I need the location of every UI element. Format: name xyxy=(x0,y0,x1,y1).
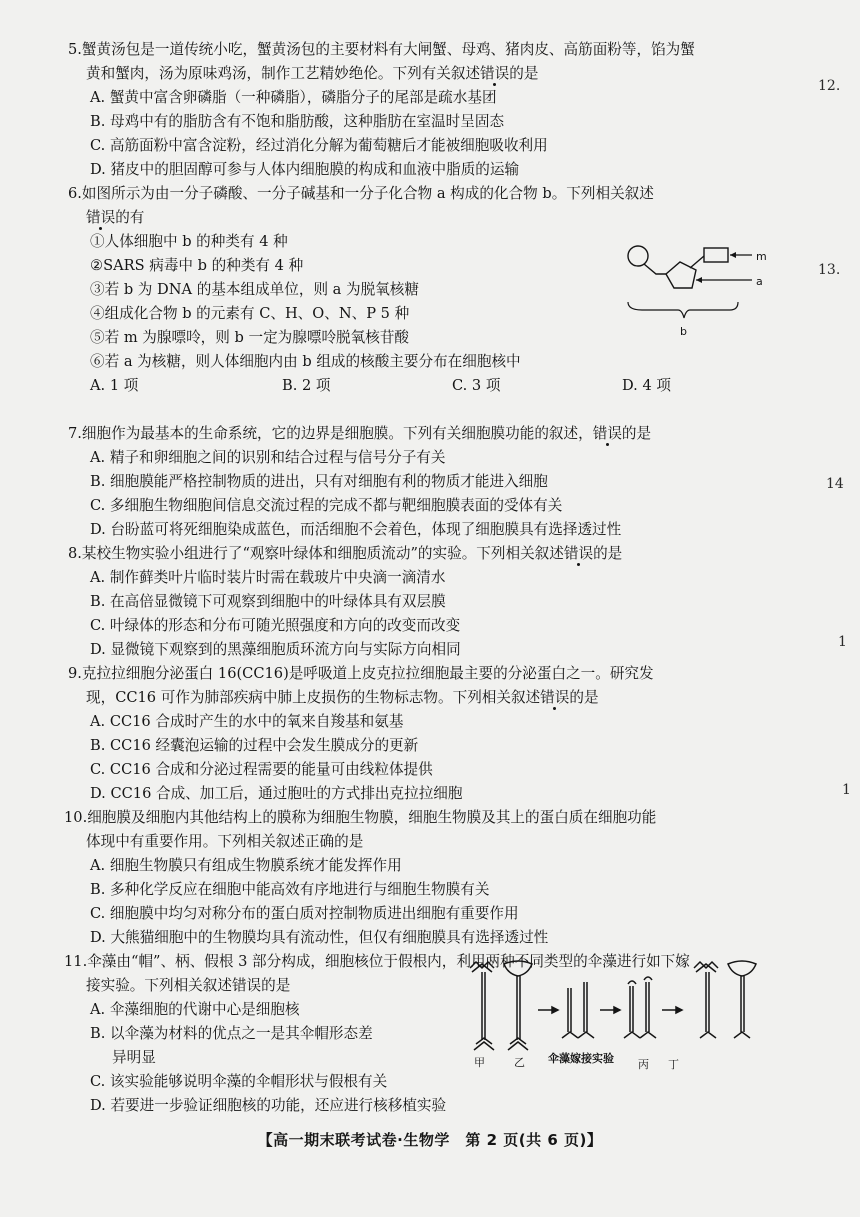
q6-statement-4: ④组成化合物 b 的元素有 C、H、O、N、P 5 种 xyxy=(90,305,410,322)
q8-option-a: A. 制作藓类叶片临时装片时需在载玻片中央滴一滴清水 xyxy=(90,569,446,586)
growing-stalks xyxy=(624,977,656,1038)
q6-statement-2: ②SARS 病毒中 b 的种类有 4 种 xyxy=(90,257,304,274)
edge-mark-13: 13. xyxy=(818,262,841,278)
figure-caption: 伞藻嫁接实验 xyxy=(548,1052,614,1065)
q11-option-c: C. 该实验能够说明伞藻的伞帽形状与假根有关 xyxy=(90,1073,388,1090)
q5-option-d: D. 猪皮中的胆固醇可参与人体内细胞膜的构成和血液中脂质的运输 xyxy=(90,161,520,178)
alga-ding xyxy=(728,961,756,1038)
q10-option-a: A. 细胞生物膜只有组成生物膜系统才能发挥作用 xyxy=(90,857,402,874)
label-jia: 甲 xyxy=(474,1056,485,1069)
q5-option-b: B. 母鸡中有的脂肪含有不饱和脂肪酸，这种脂肪在室温时呈固态 xyxy=(90,113,505,130)
q6-stem-line1: 6.如图所示为由一分子磷酸、一分子碱基和一分子化合物 a 构成的化合物 b。下列相关叙述 xyxy=(68,185,654,202)
q6-option-a: A. 1 项 xyxy=(90,377,139,394)
label-ding: 丁 xyxy=(668,1058,679,1071)
label-m: m xyxy=(756,250,767,263)
q11-stem-line2: 接实验。下列相关叙述错误的是 xyxy=(86,977,291,994)
q10-option-b: B. 多种化学反应在细胞中能高效有序地进行与细胞生物膜有关 xyxy=(90,881,490,898)
q7-option-c: C. 多细胞生物细胞间信息交流过程的完成不都与靶细胞膜表面的受体有关 xyxy=(90,497,563,514)
base-bond xyxy=(690,256,704,268)
q10-stem-line2: 体现中有重要作用。下列相关叙述正确的是 xyxy=(86,833,364,850)
q9-stem-line2: 现，CC16 可作为肺部疾病中肺上皮损伤的生物标志物。下列相关叙述错误的是 xyxy=(86,689,599,706)
edge-mark-1a: 1 xyxy=(838,634,847,650)
q5-option-c: C. 高筋面粉中富含淀粉，经过消化分解为葡萄糖后才能被细胞吸收利用 xyxy=(90,137,548,154)
q8-option-d: D. 显微镜下观察到的黑藻细胞质环流方向与实际方向相同 xyxy=(90,641,461,658)
base-rect xyxy=(704,248,728,262)
alga-yi xyxy=(504,961,532,1050)
q5-stem-line1: 5.蟹黄汤包是一道传统小吃，蟹黄汤包的主要材料有大闸蟹、母鸡、猪肉皮、高筋面粉等，馅为蟹 xyxy=(68,41,695,58)
edge-mark-1b: 1 xyxy=(842,782,851,798)
q6-statement-3: ③若 b 为 DNA 的基本组成单位，则 a 为脱氧核糖 xyxy=(90,281,419,298)
emphasis-dots: 错误 xyxy=(480,65,510,82)
label-a: a xyxy=(756,275,763,288)
page-footer: 【高一期末联考试卷·生物学 第 2 页(共 6 页)】 xyxy=(257,1131,603,1149)
q11-option-b-line1: B. 以伞藻为材料的优点之一是其伞帽形态差 xyxy=(90,1025,373,1042)
q8-option-c: C. 叶绿体的形态和分布可随光照强度和方向的改变而改变 xyxy=(90,617,461,634)
q6-option-c: C. 3 项 xyxy=(452,377,501,394)
q9-option-b: B. CC16 经囊泡运输的过程中会发生膜成分的更新 xyxy=(90,737,419,754)
label-yi: 乙 xyxy=(514,1056,525,1069)
phosphate-bond xyxy=(644,264,666,274)
q7-option-b: B. 细胞膜能严格控制物质的进出，只有对细胞有利的物质才能进入细胞 xyxy=(90,473,548,490)
q7-stem: 7.细胞作为最基本的生命系统，它的边界是细胞膜。下列有关细胞膜功能的叙述，错误的是 xyxy=(68,425,652,442)
q11-option-b-line2: 异明显 xyxy=(112,1049,156,1066)
alga-jia xyxy=(470,962,494,1050)
q11-option-d: D. 若要进一步验证细胞核的功能，还应进行核移植实验 xyxy=(90,1097,447,1114)
q6-statement-5: ⑤若 m 为腺嘌呤，则 b 一定为腺嘌呤脱氧核苷酸 xyxy=(90,329,410,346)
q9-option-d: D. CC16 合成、加工后，通过胞吐的方式排出克拉拉细胞 xyxy=(90,785,463,802)
edge-mark-14: 14 xyxy=(826,476,844,492)
label-b: b xyxy=(680,325,687,338)
acetabularia-grafting-figure xyxy=(462,958,816,1074)
phosphate-circle xyxy=(628,246,648,266)
q6-statement-1: ①人体细胞中 b 的种类有 4 种 xyxy=(90,233,288,250)
q9-option-a: A. CC16 合成时产生的水中的氧来自羧基和氨基 xyxy=(90,713,404,730)
q6-option-d: D. 4 项 xyxy=(622,377,671,394)
q9-stem-line1: 9.克拉拉细胞分泌蛋白 16(CC16)是呼吸道上皮克拉拉细胞最主要的分泌蛋白之一。研究发 xyxy=(68,665,654,682)
alga-bing xyxy=(694,962,718,1038)
q5-stem-line2: 黄和蟹肉，汤为原味鸡汤，制作工艺精妙绝伦。下列有关叙述错误的是 xyxy=(86,65,539,82)
nucleotide-diagram xyxy=(622,240,782,350)
grafted-stalks xyxy=(562,982,594,1038)
q9-option-c: C. CC16 合成和分泌过程需要的能量可由线粒体提供 xyxy=(90,761,433,778)
q8-option-b: B. 在高倍显微镜下可观察到细胞中的叶绿体具有双层膜 xyxy=(90,593,446,610)
q8-stem: 8.某校生物实验小组进行了“观察叶绿体和细胞质流动”的实验。下列相关叙述错误的是 xyxy=(68,545,623,562)
q6-option-b: B. 2 项 xyxy=(282,377,331,394)
q7-option-d: D. 台盼蓝可将死细胞染成蓝色，而活细胞不会着色，体现了细胞膜具有选择透过性 xyxy=(90,521,622,538)
edge-mark-12: 12. xyxy=(818,78,841,94)
b-brace xyxy=(628,302,738,318)
q10-option-c: C. 细胞膜中均匀对称分布的蛋白质对控制物质进出细胞有重要作用 xyxy=(90,905,519,922)
q10-option-d: D. 大熊猫细胞中的生物膜均具有流动性，但仅有细胞膜具有选择透过性 xyxy=(90,929,549,946)
q6-stem-line2: 错误的有 xyxy=(86,209,145,226)
q10-stem-line1: 10.细胞膜及细胞内其他结构上的膜称为细胞生物膜，细胞生物膜及其上的蛋白质在细胞功能 xyxy=(64,809,657,826)
q11-option-a: A. 伞藻细胞的代谢中心是细胞核 xyxy=(90,1001,300,1018)
label-bing: 丙 xyxy=(638,1058,649,1071)
q6-statement-6: ⑥若 a 为核糖，则人体细胞内由 b 组成的核酸主要分布在细胞核中 xyxy=(90,353,521,370)
q11-stem-line1: 11.伞藻由“帽”、柄、假根 3 部分构成，细胞核位于假根内，利用两种不同类型的伞藻进行如下嫁 xyxy=(64,953,690,970)
q7-option-a: A. 精子和卵细胞之间的识别和结合过程与信号分子有关 xyxy=(90,449,446,466)
q5-option-a: A. 蟹黄中富含卵磷脂（一种磷脂），磷脂分子的尾部是疏水基团 xyxy=(90,89,497,106)
